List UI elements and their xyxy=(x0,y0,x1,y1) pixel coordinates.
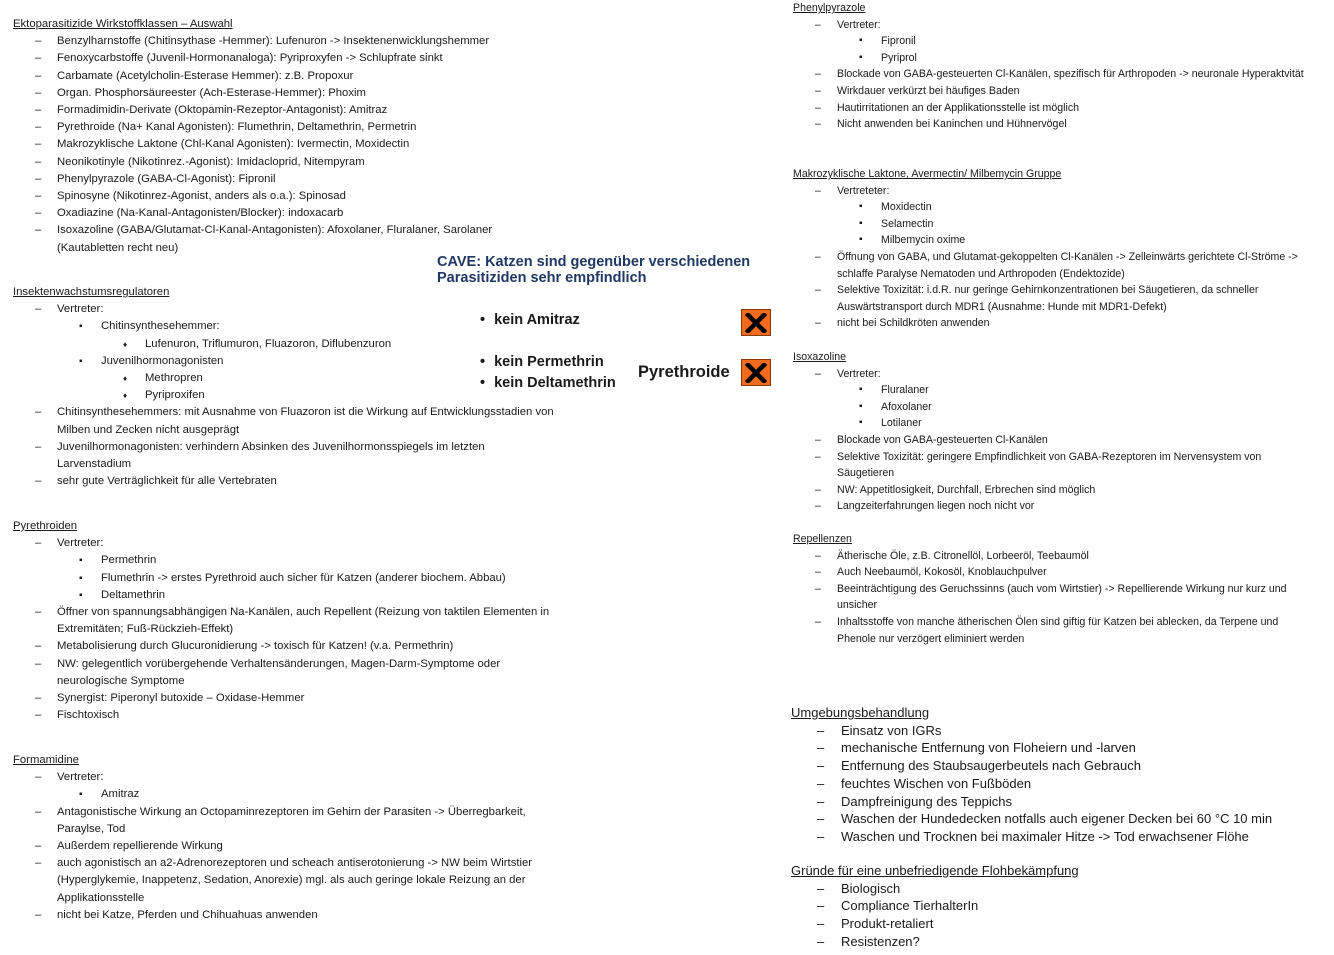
list-item: – NW: gelegentlich vorübergehende Verhaltensänderungen, Magen-Darm-Symptome oder neurologische Symptome xyxy=(13,656,573,690)
list-item: ▪ Flumethrin -> erstes Pyrethroid auch sicher für Katzen (anderer biochem. Abbau) xyxy=(57,570,573,587)
list-item: – Selektive Toxizität: i.d.R. nur geringe Gehirnkonzentrationen bei Säugetieren, da schneller Auswärtstransport durch MDR1 (Ausnahme: Hunde mit MDR1-Defekt) xyxy=(793,282,1303,315)
section-heading: Repellenzen xyxy=(793,533,852,545)
section-pyrethroiden xyxy=(13,518,573,724)
isox-list xyxy=(793,366,1303,515)
list-item: – Juvenilhormonagonisten: verhindern Absinken des Juvenilhormonsspiegels im letzten Larvenstadium xyxy=(13,439,558,473)
makro-list xyxy=(793,183,1303,332)
list-item: – Pyrethroide (Na+ Kanal Agonisten): Flumethrin, Deltamethrin, Permetrin xyxy=(13,119,533,136)
list-item: – Antagonistische Wirkung an Octopaminrezeptoren im Gehirn der Parasiten -> Überregbarkeit, Paraylse, Tod xyxy=(13,804,558,838)
list-item: – Resistenzen? xyxy=(791,933,1311,951)
list-item: ▪ Permethrin xyxy=(57,552,573,569)
list-item xyxy=(13,301,558,404)
section-gruende xyxy=(791,862,1311,951)
section-heading: Gründe für eine unbefriedigende Flohbekämpfung xyxy=(791,863,1079,878)
vertreter-label: Vertreter: xyxy=(837,367,881,380)
section-heading: Phenylpyrazole xyxy=(793,2,866,14)
section-heading: Insektenwachstumsregulatoren xyxy=(13,286,170,298)
cave-title xyxy=(437,255,777,286)
list-item: – Waschen und Trocknen bei maximaler Hitze -> Tod erwachsener Flöhe xyxy=(791,828,1311,846)
list-item: – Isoxazoline (GABA/Glutamat-Cl-Kanal-Antagonisten): Afoxolaner, Fluralaner, Sarolaner (Kautabletten recht neu) xyxy=(13,222,533,256)
section-phenylpyrazole xyxy=(793,0,1313,133)
form-list xyxy=(13,769,558,924)
list-item: – Benzylharnstoffe (Chitinsythase -Hemmer): Lufenuron -> Insektenenwicklungshemmer xyxy=(13,33,533,50)
list-item: – Ätherische Öle, z.B. Citronellöl, Lorbeeröl, Teebaumöl xyxy=(793,548,1313,565)
section-heading: Ektoparasitizide Wirkstoffklassen – Auswahl xyxy=(13,18,233,30)
list-item: – Fischtoxisch xyxy=(13,707,573,724)
list-item xyxy=(793,366,1303,432)
list-item: – Blockade von GABA-gesteuerten Cl-Kanälen, spezifisch für Arthropoden -> neuronale Hyperaktvität xyxy=(793,66,1313,83)
list-item: – Langzeiterfahrungen liegen noch nicht vor xyxy=(793,498,1303,515)
section-heading: Makrozyklische Laktone, Avermectin/ Milbemycin Gruppe xyxy=(793,168,1062,180)
gruende-list xyxy=(791,880,1311,951)
list-item: ▪ Pyriprol xyxy=(837,50,1313,67)
umg-list xyxy=(791,722,1311,846)
vertreter-label: Vertreter: xyxy=(57,771,104,784)
list-item: – Oxadiazine (Na-Kanal-Antagonisten/Blocker): indoxacarb xyxy=(13,205,533,222)
list-item: – Einsatz von IGRs xyxy=(791,722,1311,740)
list-item: – NW: Appetitlosigkeit, Durchfall, Erbrechen sind möglich xyxy=(793,482,1303,499)
list-item: – Dampfreinigung des Teppichs xyxy=(791,793,1311,811)
list-item: – Neonikotinyle (Nikotinrez.-Agonist): Imidacloprid, Nitempyram xyxy=(13,154,533,171)
list-item: – Inhaltsstoffe von manche ätherischen Ölen sind giftig für Katzen bei ablecken, da Terpene und Phenole nur verzögert eliminiert werden xyxy=(793,614,1313,647)
list-item: ▪ Amitraz xyxy=(57,786,558,803)
pyrethroide-label: Pyrethroide xyxy=(638,363,730,381)
list-item: – Organ. Phosphorsäureester (Ach-Esterase-Hemmer): Phoxim xyxy=(13,85,533,102)
form-sublist xyxy=(57,786,558,803)
iwr-list xyxy=(13,301,558,490)
list-item: – Biologisch xyxy=(791,880,1311,898)
hazard-icon xyxy=(741,359,771,386)
list-item: – Spinosyne (Nikotinrez-Agonist, anders als o.a.): Spinosad xyxy=(13,188,533,205)
list-item: – Auch Neebaumöl, Kokosöl, Knoblauchpulver xyxy=(793,564,1313,581)
list-item: – Entfernung des Staubsaugerbeutels nach Gebrauch xyxy=(791,757,1311,775)
pyr-sublist xyxy=(57,552,573,604)
list-item: ▪ Afoxolaner xyxy=(837,399,1303,416)
list-item: – Waschen der Hundedecken notfalls auch eigener Decken bei 60 °C 10 min xyxy=(791,810,1311,828)
chitin-sublist xyxy=(101,336,558,353)
section-repellenzen xyxy=(793,531,1313,647)
phenyl-list xyxy=(793,17,1313,133)
list-item: – Compliance TierhalterIn xyxy=(791,897,1311,915)
list-item: – nicht bei Katze, Pferden und Chihuahuas anwenden xyxy=(13,907,558,924)
ekto-list xyxy=(13,33,533,257)
list-item: – sehr gute Verträglichkeit für alle Vertebraten xyxy=(13,473,558,490)
list-item: – feuchtes Wischen von Fußböden xyxy=(791,775,1311,793)
list-item: – Hautirritationen an der Applikationsstelle ist möglich xyxy=(793,100,1313,117)
pyr-list xyxy=(13,535,573,724)
section-ektoparasitizide xyxy=(13,16,533,257)
makro-sublist xyxy=(837,199,1303,249)
list-item: – nicht bei Schildkröten anwenden xyxy=(793,315,1303,332)
list-item: ▪ Moxidectin xyxy=(837,199,1303,216)
list-item: – Metabolisierung durch Glucuronidierung -> toxisch für Katzen! (v.a. Permethrin) xyxy=(13,638,573,655)
isox-sublist xyxy=(837,382,1303,432)
section-heading: Formamidine xyxy=(13,754,79,766)
list-item: ♦ Lufenuron, Triflumuron, Fluazoron, Diflubenzuron xyxy=(101,336,558,353)
list-item: – Öffnung von GABA, und Glutamat-gekoppelten Cl-Kanälen -> Zelleinwärts gerichtete Cl-Ströme -> schlaffe Paralyse Nematoden und Arthropoden (Endektozide) xyxy=(793,249,1303,282)
list-item: – Produkt-retaliert xyxy=(791,915,1311,933)
list-item: ▪ Selamectin xyxy=(837,216,1303,233)
list-item: – Öffner von spannungsabhängigen Na-Kanälen, auch Repellent (Reizung von taktilen Elementen in Extremitäten; Fuß-Rückzieh-Effekt) xyxy=(13,604,573,638)
cave-title-line1: CAVE: Katzen sind gegenüber verschiedenen xyxy=(437,254,751,270)
cave-item-permethrin: • kein Permethrin xyxy=(480,352,604,373)
list-item: – mechanische Entfernung von Floheiern und -larven xyxy=(791,739,1311,757)
vertreter-label: Vertreter: xyxy=(57,537,104,550)
list-item: – Carbamate (Acetylcholin-Esterase Hemmer): z.B. Propoxur xyxy=(13,68,533,85)
section-makrozyklische-laktone xyxy=(793,166,1303,332)
list-item xyxy=(793,17,1313,67)
list-item: ▪ Fluralaner xyxy=(837,382,1303,399)
rep-list xyxy=(793,548,1313,648)
list-item xyxy=(13,535,573,604)
list-item xyxy=(13,769,558,803)
list-item: – Selektive Toxizität: geringere Empfindlichkeit von GABA-Rezeptoren im Nervensystem von Säugetieren xyxy=(793,449,1303,482)
list-item: – Nicht anwenden bei Kaninchen und Hühnervögel xyxy=(793,116,1313,133)
vertreter-label: Vertreter: xyxy=(837,18,881,31)
section-formamidine xyxy=(13,752,558,924)
list-item: – Makrozyklische Laktone (Chl-Kanal Agonisten): Ivermectin, Moxidectin xyxy=(13,136,533,153)
cave-item-deltamethrin: • kein Deltamethrin xyxy=(480,373,616,394)
list-item: – Chitinsynthesehemmers: mit Ausnahme von Fluazoron ist die Wirkung auf Entwicklungsstadien von Milben und Zecken nicht ausgeprägt xyxy=(13,404,558,438)
list-item: – Wirkdauer verkürzt bei häufiges Baden xyxy=(793,83,1313,100)
cave-title-line2: Parasitiziden sehr empfindlich xyxy=(437,269,647,286)
list-item: – Fenoxycarbstoffe (Juvenil-Hormonanaloga): Pyriproxyfen -> Schlupfrate sinkt xyxy=(13,50,533,67)
list-item: – Blockade von GABA-gesteuerten Cl-Kanälen xyxy=(793,432,1303,449)
vertreter-label: Vertreter: xyxy=(57,303,104,316)
list-item: ♦ Methropren xyxy=(101,370,558,387)
chitin-label: Chitinsynthesehemmer: xyxy=(101,320,220,333)
list-item xyxy=(793,183,1303,249)
list-item: ▪ Lotilaner xyxy=(837,415,1303,432)
list-item: ▪ Milbemycin oxime xyxy=(837,232,1303,249)
section-heading: Isoxazoline xyxy=(793,351,846,363)
list-item: – Formadimidin-Derivate (Oktopamin-Rezeptor-Antagonist): Amitraz xyxy=(13,102,533,119)
juvenil-label: Juvenilhormonagonisten xyxy=(101,354,224,367)
section-insektenwachstumsregulatoren xyxy=(13,284,558,490)
section-umgebungsbehandlung xyxy=(791,704,1311,846)
list-item: – Beeinträchtigung des Geruchssinns (auch vom Wirtstier) -> Repellierende Wirkung nur kurz und unsicher xyxy=(793,581,1313,614)
list-item: ▪ Deltamethrin xyxy=(57,587,573,604)
hazard-icon xyxy=(741,309,771,336)
section-heading: Umgebungsbehandlung xyxy=(791,705,930,720)
list-item: – Synergist: Piperonyl butoxide – Oxidase-Hemmer xyxy=(13,690,573,707)
section-isoxazoline xyxy=(793,349,1303,515)
list-item: – Außerdem repellierende Wirkung xyxy=(13,838,558,855)
list-item: – Phenylpyrazole (GABA-Cl-Agonist): Fipronil xyxy=(13,171,533,188)
list-item: ▪ Fipronil xyxy=(837,33,1313,50)
phenyl-sublist xyxy=(837,33,1313,66)
vertreter-label: Vertreteter: xyxy=(837,184,890,197)
section-heading: Pyrethroiden xyxy=(13,520,78,532)
cave-item-amitraz: • kein Amitraz xyxy=(480,310,580,331)
list-item: – auch agonistisch an a2-Adrenorezeptoren und scheach antiserotonierung -> NW beim Wirtstier (Hyperglykemie, Inappetenz, Sedation, Anorexie) mgl. als auch geringe lokale Reizung an der Applikationsstelle xyxy=(13,855,558,907)
list-item: ♦ Pyriproxifen xyxy=(101,387,558,404)
